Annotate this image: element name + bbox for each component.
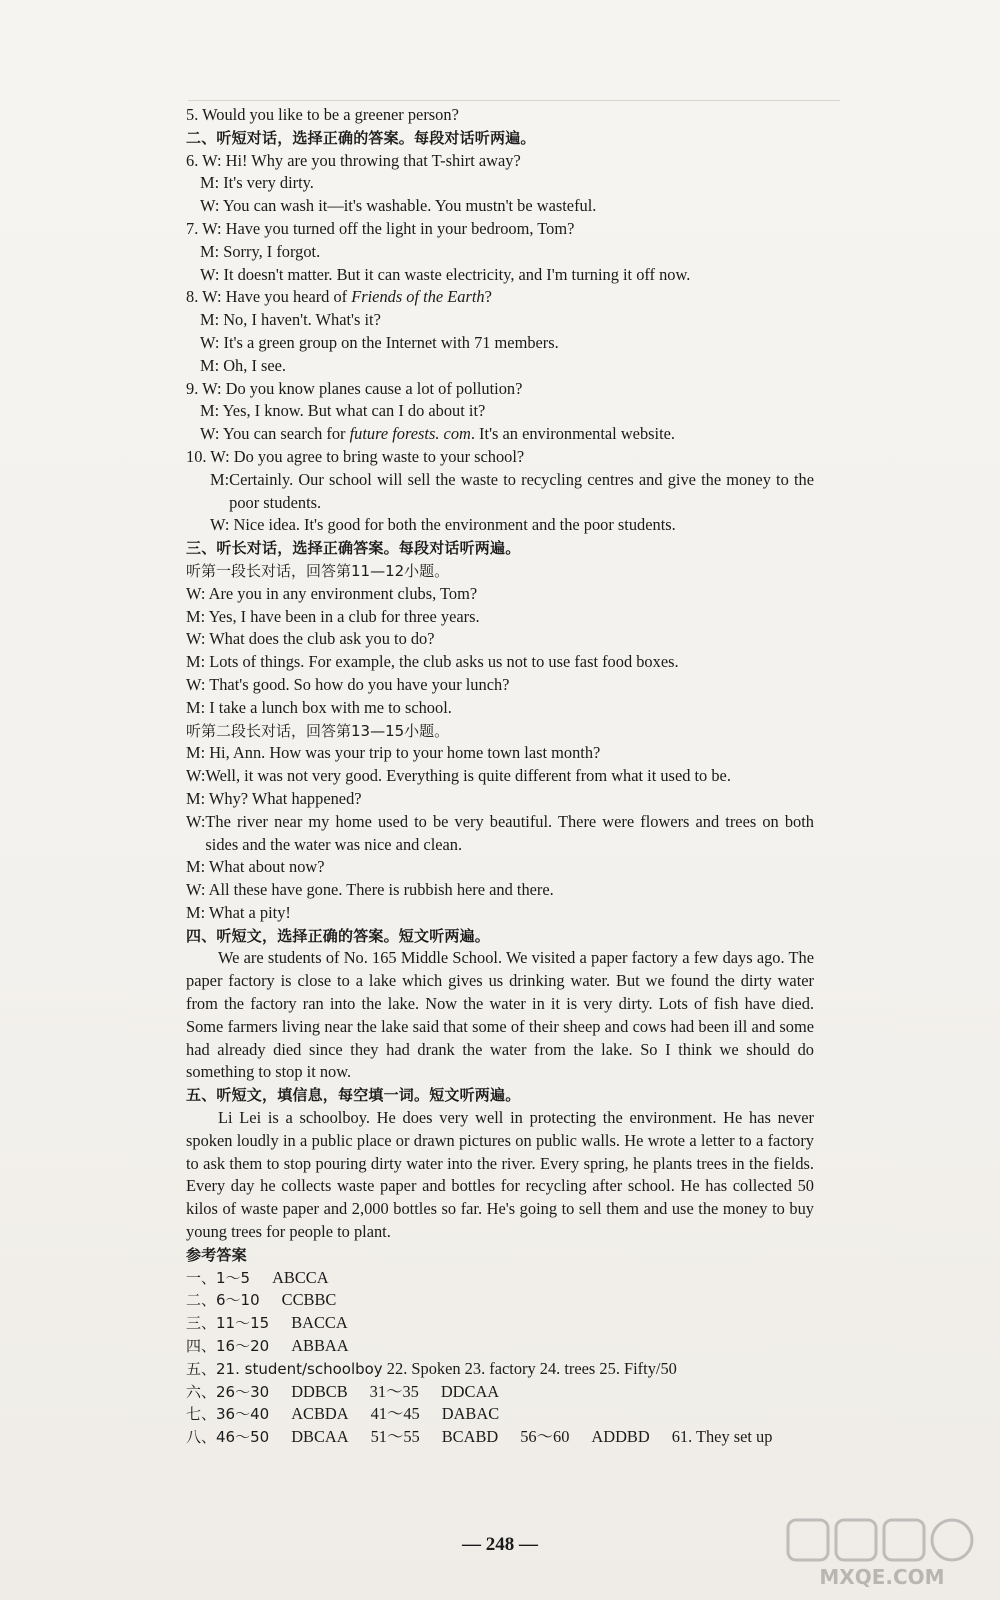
dialog-10-m: M: Certainly. Our school will sell the waste to recycling centres and give the money to the poor students. xyxy=(210,469,814,512)
answer-row-3: 三、11～15 BACCA xyxy=(186,1313,348,1333)
svg-text:MXQE.COM: MXQE.COM xyxy=(819,1565,945,1589)
dialog-10-w: 10. W: Do you agree to bring waste to your school? xyxy=(186,446,525,466)
dialog-7-m: M: Sorry, I forgot. xyxy=(200,241,321,261)
answer-row-1: 一、1～5 ABCCA xyxy=(186,1267,329,1287)
long-dialog-1-line-2: M: Yes, I have been in a club for three years. xyxy=(186,606,480,626)
long-dialog-2-line-7: M: What a pity! xyxy=(186,902,291,922)
website-name: future forests. com xyxy=(349,424,471,444)
long-dialog-1-line-3: W: What does the club ask you to do? xyxy=(186,629,435,649)
dialog-8-w: 8. W: Have you heard of Friends of the Earth? xyxy=(186,287,492,307)
section-5-heading: 五、听短文，填信息，每空填一词。短文听两遍。 xyxy=(186,1086,521,1105)
dialog-6-w2: W: You can wash it—it's washable. You mustn't be wasteful. xyxy=(200,196,597,216)
long-dialog-1-line-4: M: Lots of things. For example, the club asks us not to use fast food boxes. xyxy=(186,652,679,672)
question-5: 5. Would you like to be a greener person? xyxy=(186,105,459,124)
dialog-8-m: M: No, I haven't. What's it? xyxy=(200,310,381,330)
long-dialog-1-line-6: M: I take a lunch box with me to school. xyxy=(186,697,452,717)
dialog-6-m: M: It's very dirty. xyxy=(200,173,314,193)
dialog-7-w: 7. W: Have you turned off the light in your bedroom, Tom? xyxy=(186,218,575,238)
long-dialog-1-line-5: W: That's good. So how do you have your lunch? xyxy=(186,674,510,694)
passage-4: We are students of No. 165 Middle School. We visited a paper factory a few days ago. The paper factory is close to a lake which gives us drinking water. But we found the dirty water from the factory ran into the lake. Now the water in it is very dirty. Lots of fish have died. Some farmers living near the lake said that some of their sheep and cows had been ill and some had already died since they had drank the water from the lake. So I think we should do something to stop it now. xyxy=(186,948,814,1082)
answer-row-8: 八、46～50 DBCAA 51～55 BCABD 56～60 ADDBD 61. They set up xyxy=(186,1427,773,1447)
dialog-9-w: 9. W: Do you know planes cause a lot of pollution? xyxy=(186,378,523,398)
dialog-10-w2: W: Nice idea. It's good for both the environment and the poor students. xyxy=(210,515,676,535)
long-dialog-2-line-3: M: Why? What happened? xyxy=(186,788,362,808)
long-dialog-2-line-4: W: The river near my home used to be very beautiful. There were flowers and trees on both sides and the water was nice and clean. xyxy=(186,811,814,854)
section-2-heading: 二、听短对话，选择正确的答案。每段对话听两遍。 xyxy=(186,128,536,147)
answer-key xyxy=(186,1244,814,1449)
long-dialog-1-instruction: 听第一段长对话，回答第11—12小题。 xyxy=(186,561,450,580)
long-dialog-2-line-2: W: Well, it was not very good. Everything is quite different from what it used to be. xyxy=(186,766,731,786)
answer-row-4: 四、16～20 ABBAA xyxy=(186,1336,349,1356)
long-dialog-1-line-1: W: Are you in any environment clubs, Tom? xyxy=(186,583,478,603)
dialog-9-w2: W: You can search for future forests. com. It's an environmental website. xyxy=(200,424,675,444)
dialog-6-w: 6. W: Hi! Why are you throwing that T-shirt away? xyxy=(186,150,521,170)
long-dialog-2-line-5: M: What about now? xyxy=(186,857,325,877)
site-watermark-logo xyxy=(782,1516,982,1590)
page-number: — 248 — xyxy=(462,1534,538,1555)
long-dialog-2-instruction: 听第二段长对话，回答第13—15小题。 xyxy=(186,721,450,740)
passage-5: Li Lei is a schoolboy. He does very well in protecting the environment. He has never spoken loudly in a public place or drawn pictures on public walls. He wrote a letter to a factory to ask them to stop pouring dirty water into the river. Every spring, he plants trees in the fields. Every day he collects waste paper and bottles for recycling after school. He has collected 50 kilos of waste paper and 2,000 bottles so far. He's going to sell them and use the money to buy young trees for people to plant. xyxy=(186,1108,814,1242)
dialog-9-m: M: Yes, I know. But what can I do about it? xyxy=(200,401,486,421)
answer-row-2: 二、6～10 CCBBC xyxy=(186,1290,337,1310)
long-dialog-2-line-6: W: All these have gone. There is rubbish here and there. xyxy=(186,880,554,900)
dialog-8-m2: M: Oh, I see. xyxy=(200,355,287,375)
answer-key-title: 参考答案 xyxy=(186,1245,247,1264)
dialog-8-w2: W: It's a green group on the Internet with 71 members. xyxy=(200,332,559,352)
long-dialog-2-line-1: M: Hi, Ann. How was your trip to your home town last month? xyxy=(186,743,601,763)
top-rule xyxy=(188,100,840,101)
answer-row-7: 七、36～40 ACBDA 41～45 DABAC xyxy=(186,1404,500,1424)
dialog-7-w2: W: It doesn't matter. But it can waste electricity, and I'm turning it off now. xyxy=(200,264,691,284)
answer-row-5: 五、21. student/schoolboy 22. Spoken 23. factory 24. trees 25. Fifty/50 xyxy=(186,1358,677,1378)
section-4-heading: 四、听短文，选择正确的答案。短文听两遍。 xyxy=(186,926,491,945)
answer-row-6: 六、26～30 DDBCB 31～35 DDCAA xyxy=(186,1381,500,1401)
friends-of-earth-title: Friends of the Earth xyxy=(351,287,485,307)
document-body xyxy=(186,104,814,1449)
section-3-heading: 三、听长对话，选择正确答案。每段对话听两遍。 xyxy=(186,539,521,558)
